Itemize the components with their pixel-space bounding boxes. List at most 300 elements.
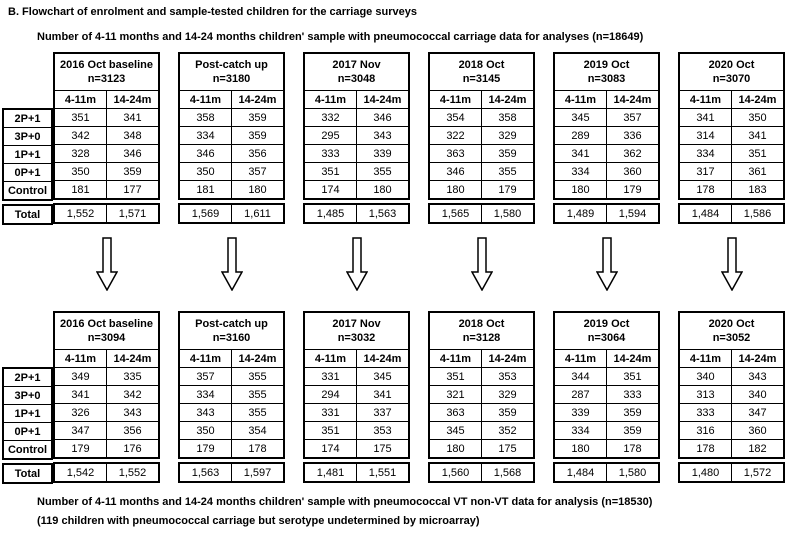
bottom-tables-row (2, 311, 795, 484)
column-header-row (679, 350, 784, 368)
count-cell: 341 (732, 127, 785, 145)
count-cell: 174 (304, 181, 357, 200)
data-row (554, 368, 659, 386)
count-cell: 314 (679, 127, 732, 145)
count-cell: 328 (54, 145, 107, 163)
count-cell: 295 (304, 127, 357, 145)
data-row (54, 440, 159, 459)
column-header-row (179, 350, 284, 368)
survey-table-block (303, 52, 410, 224)
count-cell: 350 (732, 109, 785, 127)
arrow-cell (678, 237, 785, 291)
count-cell: 334 (554, 422, 607, 440)
data-row (54, 109, 159, 127)
row-label: 1P+1 (3, 146, 52, 164)
data-row (179, 127, 284, 145)
data-row (554, 422, 659, 440)
data-row (54, 181, 159, 200)
count-cell: 351 (732, 145, 785, 163)
count-cell: 359 (232, 109, 285, 127)
arrow-cell (303, 237, 410, 291)
total-cell: 1,594 (607, 204, 660, 223)
count-cell: 289 (554, 127, 607, 145)
column-header-row (429, 350, 534, 368)
survey-name: 2018 Oct (458, 58, 505, 71)
count-cell: 359 (607, 422, 660, 440)
count-cell: 353 (357, 422, 410, 440)
survey-n: n=3094 (87, 332, 126, 344)
count-cell: 359 (232, 127, 285, 145)
table-header-row (304, 53, 409, 91)
survey-n: n=3083 (587, 73, 626, 85)
count-cell: 342 (107, 386, 160, 404)
data-row (179, 422, 284, 440)
data-row (679, 440, 784, 459)
total-box (53, 203, 160, 224)
row-labels-table (2, 108, 53, 201)
count-cell: 355 (482, 163, 535, 181)
data-row (179, 145, 284, 163)
count-cell: 343 (357, 127, 410, 145)
data-row (179, 109, 284, 127)
labels-spacer (2, 311, 53, 367)
survey-table-block (428, 52, 535, 224)
data-row (304, 404, 409, 422)
count-cell: 313 (679, 386, 732, 404)
count-cell: 333 (304, 145, 357, 163)
count-cell: 180 (357, 181, 410, 200)
age-column-header: 14-24m (607, 91, 660, 109)
count-cell: 363 (429, 404, 482, 422)
count-cell: 359 (482, 404, 535, 422)
survey-name: 2018 Oct (458, 317, 505, 330)
age-column-header: 4-11m (304, 350, 357, 368)
data-row (429, 404, 534, 422)
data-row (179, 440, 284, 459)
row-label: Control (3, 441, 52, 460)
table-header-cell (429, 53, 534, 91)
age-column-header: 4-11m (679, 91, 732, 109)
total-cell: 1,611 (232, 204, 285, 223)
data-row (54, 368, 159, 386)
label-row (3, 405, 52, 423)
row-label: 0P+1 (3, 423, 52, 441)
arrow-cell (553, 237, 660, 291)
age-column-header: 14-24m (357, 350, 410, 368)
table-header-cell (554, 53, 659, 91)
data-row (179, 181, 284, 200)
row-label: 3P+0 (3, 387, 52, 405)
row-label: 1P+1 (3, 405, 52, 423)
survey-name: 2017 Nov (332, 317, 381, 330)
survey-n: n=3128 (462, 332, 501, 344)
age-column-header: 14-24m (732, 91, 785, 109)
survey-table (303, 311, 410, 459)
age-column-header: 4-11m (54, 350, 107, 368)
survey-name: 2016 Oct baseline (60, 58, 153, 71)
count-cell: 350 (179, 163, 232, 181)
total-cell: 1,542 (54, 463, 107, 482)
table-header-cell (679, 312, 784, 350)
count-cell: 355 (357, 163, 410, 181)
count-cell: 361 (732, 163, 785, 181)
table-header-cell (179, 312, 284, 350)
survey-name: 2017 Nov (332, 58, 381, 71)
arrow-cell (428, 237, 535, 291)
column-header-row (554, 350, 659, 368)
survey-table-block (53, 52, 160, 224)
survey-name: 2019 Oct (583, 58, 630, 71)
count-cell: 359 (107, 163, 160, 181)
count-cell: 350 (179, 422, 232, 440)
total-cell: 1,484 (679, 204, 732, 223)
table-header-row (304, 312, 409, 350)
table-header-cell (54, 312, 159, 350)
count-cell: 347 (54, 422, 107, 440)
age-column-header: 14-24m (607, 350, 660, 368)
table-header-row (679, 53, 784, 91)
total-box (178, 203, 285, 224)
total-cell: 1,597 (232, 463, 285, 482)
count-cell: 175 (357, 440, 410, 459)
survey-n: n=3123 (87, 73, 126, 85)
age-column-header: 14-24m (107, 350, 160, 368)
data-row (54, 127, 159, 145)
count-cell: 180 (554, 440, 607, 459)
count-cell: 335 (107, 368, 160, 386)
row-labels-column (2, 52, 53, 225)
count-cell: 179 (482, 181, 535, 200)
total-box (428, 462, 535, 483)
count-cell: 357 (607, 109, 660, 127)
total-cell: 1,552 (54, 204, 107, 223)
survey-table-block (678, 52, 785, 224)
age-column-header: 4-11m (54, 91, 107, 109)
count-cell: 351 (607, 368, 660, 386)
arrow-cell (178, 237, 285, 291)
total-box (428, 203, 535, 224)
table-header-row (429, 312, 534, 350)
survey-table (428, 52, 535, 200)
count-cell: 358 (482, 109, 535, 127)
data-row (554, 386, 659, 404)
survey-table-block (678, 311, 785, 483)
count-cell: 358 (179, 109, 232, 127)
total-label-box (2, 463, 53, 484)
data-row (554, 440, 659, 459)
count-cell: 347 (732, 404, 785, 422)
data-row (429, 440, 534, 459)
data-row (679, 422, 784, 440)
total-row (179, 204, 284, 223)
label-row (3, 128, 52, 146)
column-header-row (179, 91, 284, 109)
total-label-box (2, 204, 53, 225)
data-row (679, 386, 784, 404)
count-cell: 346 (179, 145, 232, 163)
count-cell: 360 (607, 163, 660, 181)
data-row (304, 181, 409, 200)
survey-n: n=3048 (337, 73, 376, 85)
survey-table (178, 52, 285, 200)
data-row (679, 145, 784, 163)
count-cell: 333 (607, 386, 660, 404)
count-cell: 345 (554, 109, 607, 127)
total-cell: 1,552 (107, 463, 160, 482)
total-label: Total (3, 464, 52, 483)
column-header-row (54, 350, 159, 368)
total-cell: 1,580 (607, 463, 660, 482)
survey-table (553, 52, 660, 200)
survey-name: 2016 Oct baseline (60, 317, 153, 330)
total-cell: 1,560 (429, 463, 482, 482)
table-header-cell (54, 53, 159, 91)
age-column-header: 14-24m (482, 91, 535, 109)
table-header-row (429, 53, 534, 91)
label-row (3, 164, 52, 182)
count-cell: 354 (429, 109, 482, 127)
total-cell: 1,572 (732, 463, 785, 482)
data-row (179, 386, 284, 404)
survey-name: 2020 Oct (708, 58, 755, 71)
count-cell: 341 (679, 109, 732, 127)
data-row (54, 163, 159, 181)
count-cell: 341 (54, 386, 107, 404)
total-box (678, 462, 785, 483)
data-row (54, 386, 159, 404)
count-cell: 339 (357, 145, 410, 163)
count-cell: 360 (732, 422, 785, 440)
count-cell: 317 (679, 163, 732, 181)
count-cell: 345 (429, 422, 482, 440)
survey-table (303, 52, 410, 200)
count-cell: 355 (232, 404, 285, 422)
count-cell: 322 (429, 127, 482, 145)
survey-n: n=3032 (337, 332, 376, 344)
survey-table (678, 52, 785, 200)
count-cell: 183 (732, 181, 785, 200)
data-row (304, 386, 409, 404)
table-header-row (179, 53, 284, 91)
total-row (429, 204, 534, 223)
count-cell: 356 (232, 145, 285, 163)
count-cell: 175 (482, 440, 535, 459)
count-cell: 334 (679, 145, 732, 163)
count-cell: 346 (357, 109, 410, 127)
count-cell: 326 (54, 404, 107, 422)
count-cell: 341 (357, 386, 410, 404)
bottom-caption-line1: Number of 4-11 months and 14-24 months children' sample with pneumococcal VT non-VT data for analysis (n=18530) (37, 496, 653, 508)
count-cell: 334 (179, 386, 232, 404)
count-cell: 343 (179, 404, 232, 422)
column-header-row (304, 91, 409, 109)
count-cell: 321 (429, 386, 482, 404)
top-caption: Number of 4-11 months and 14-24 months children' sample with pneumococcal carriage data for analyses (n=18649) (37, 31, 644, 43)
total-cell: 1,489 (554, 204, 607, 223)
age-column-header: 4-11m (429, 91, 482, 109)
age-column-header: 14-24m (482, 350, 535, 368)
survey-name: Post-catch up (195, 58, 268, 71)
survey-n: n=3145 (462, 73, 501, 85)
count-cell: 179 (179, 440, 232, 459)
count-cell: 353 (482, 368, 535, 386)
survey-table-block (553, 52, 660, 224)
data-row (429, 109, 534, 127)
count-cell: 346 (429, 163, 482, 181)
total-box (678, 203, 785, 224)
data-row (429, 386, 534, 404)
count-cell: 179 (607, 181, 660, 200)
survey-table-block (303, 311, 410, 483)
count-cell: 343 (107, 404, 160, 422)
age-column-header: 14-24m (357, 91, 410, 109)
survey-table-block (553, 311, 660, 483)
data-row (679, 163, 784, 181)
count-cell: 178 (679, 181, 732, 200)
arrow-cell (53, 237, 160, 291)
total-cell: 1,568 (482, 463, 535, 482)
total-cell: 1,481 (304, 463, 357, 482)
count-cell: 357 (179, 368, 232, 386)
survey-name: Post-catch up (195, 317, 268, 330)
count-cell: 181 (54, 181, 107, 200)
row-label: 0P+1 (3, 164, 52, 182)
label-row (3, 109, 52, 128)
total-box (303, 462, 410, 483)
survey-n: n=3052 (712, 332, 751, 344)
count-cell: 363 (429, 145, 482, 163)
survey-table-block (178, 52, 285, 224)
table-header-cell (304, 312, 409, 350)
count-cell: 331 (304, 404, 357, 422)
count-cell: 343 (732, 368, 785, 386)
total-cell: 1,484 (554, 463, 607, 482)
data-row (554, 181, 659, 200)
data-row (179, 163, 284, 181)
total-label: Total (3, 205, 52, 224)
data-row (429, 163, 534, 181)
row-labels-column (2, 311, 53, 484)
label-row (3, 368, 52, 387)
count-cell: 355 (232, 368, 285, 386)
row-label: 2P+1 (3, 368, 52, 387)
arrows-row (2, 237, 795, 297)
age-column-header: 4-11m (554, 350, 607, 368)
data-row (429, 181, 534, 200)
total-cell: 1,571 (107, 204, 160, 223)
table-header-cell (304, 53, 409, 91)
count-cell: 357 (232, 163, 285, 181)
total-row (429, 463, 534, 482)
data-row (304, 422, 409, 440)
total-row (304, 204, 409, 223)
count-cell: 334 (554, 163, 607, 181)
count-cell: 359 (607, 404, 660, 422)
count-cell: 179 (54, 440, 107, 459)
data-row (679, 127, 784, 145)
count-cell: 177 (107, 181, 160, 200)
top-tables-row (2, 52, 795, 225)
count-cell: 351 (54, 109, 107, 127)
data-row (304, 127, 409, 145)
count-cell: 340 (732, 386, 785, 404)
total-box (178, 462, 285, 483)
data-row (429, 145, 534, 163)
count-cell: 354 (232, 422, 285, 440)
total-cell: 1,551 (357, 463, 410, 482)
total-box (553, 203, 660, 224)
row-label: 2P+1 (3, 109, 52, 128)
data-row (679, 368, 784, 386)
count-cell: 180 (429, 181, 482, 200)
age-column-header: 14-24m (232, 350, 285, 368)
total-box (303, 203, 410, 224)
data-row (429, 127, 534, 145)
row-labels-table (2, 367, 53, 460)
label-row (3, 146, 52, 164)
count-cell: 359 (482, 145, 535, 163)
age-column-header: 4-11m (554, 91, 607, 109)
down-arrow-icon (346, 237, 368, 291)
data-row (679, 181, 784, 200)
data-row (679, 109, 784, 127)
count-cell: 178 (679, 440, 732, 459)
total-cell: 1,565 (429, 204, 482, 223)
labels-spacer (2, 52, 53, 108)
table-header-row (679, 312, 784, 350)
count-cell: 329 (482, 386, 535, 404)
down-arrow-icon (96, 237, 118, 291)
count-cell: 178 (232, 440, 285, 459)
column-header-row (429, 91, 534, 109)
total-row (179, 463, 284, 482)
table-header-cell (554, 312, 659, 350)
total-cell: 1,580 (482, 204, 535, 223)
table-header-row (179, 312, 284, 350)
total-box (53, 462, 160, 483)
total-cell: 1,485 (304, 204, 357, 223)
label-row (3, 423, 52, 441)
data-row (554, 145, 659, 163)
total-row (679, 204, 784, 223)
count-cell: 339 (554, 404, 607, 422)
age-column-header: 14-24m (732, 350, 785, 368)
count-cell: 342 (54, 127, 107, 145)
table-header-row (54, 53, 159, 91)
count-cell: 351 (304, 422, 357, 440)
total-row (554, 204, 659, 223)
label-row (3, 387, 52, 405)
survey-name: 2020 Oct (708, 317, 755, 330)
data-row (304, 368, 409, 386)
data-row (304, 145, 409, 163)
data-row (54, 404, 159, 422)
age-column-header: 14-24m (107, 91, 160, 109)
count-cell: 182 (732, 440, 785, 459)
total-row (54, 463, 159, 482)
count-cell: 181 (179, 181, 232, 200)
survey-name: 2019 Oct (583, 317, 630, 330)
down-arrow-icon (221, 237, 243, 291)
total-label-row (3, 464, 52, 483)
count-cell: 180 (232, 181, 285, 200)
data-row (179, 368, 284, 386)
label-row (3, 441, 52, 460)
down-arrow-icon (721, 237, 743, 291)
down-arrow-icon (471, 237, 493, 291)
count-cell: 352 (482, 422, 535, 440)
count-cell: 333 (679, 404, 732, 422)
